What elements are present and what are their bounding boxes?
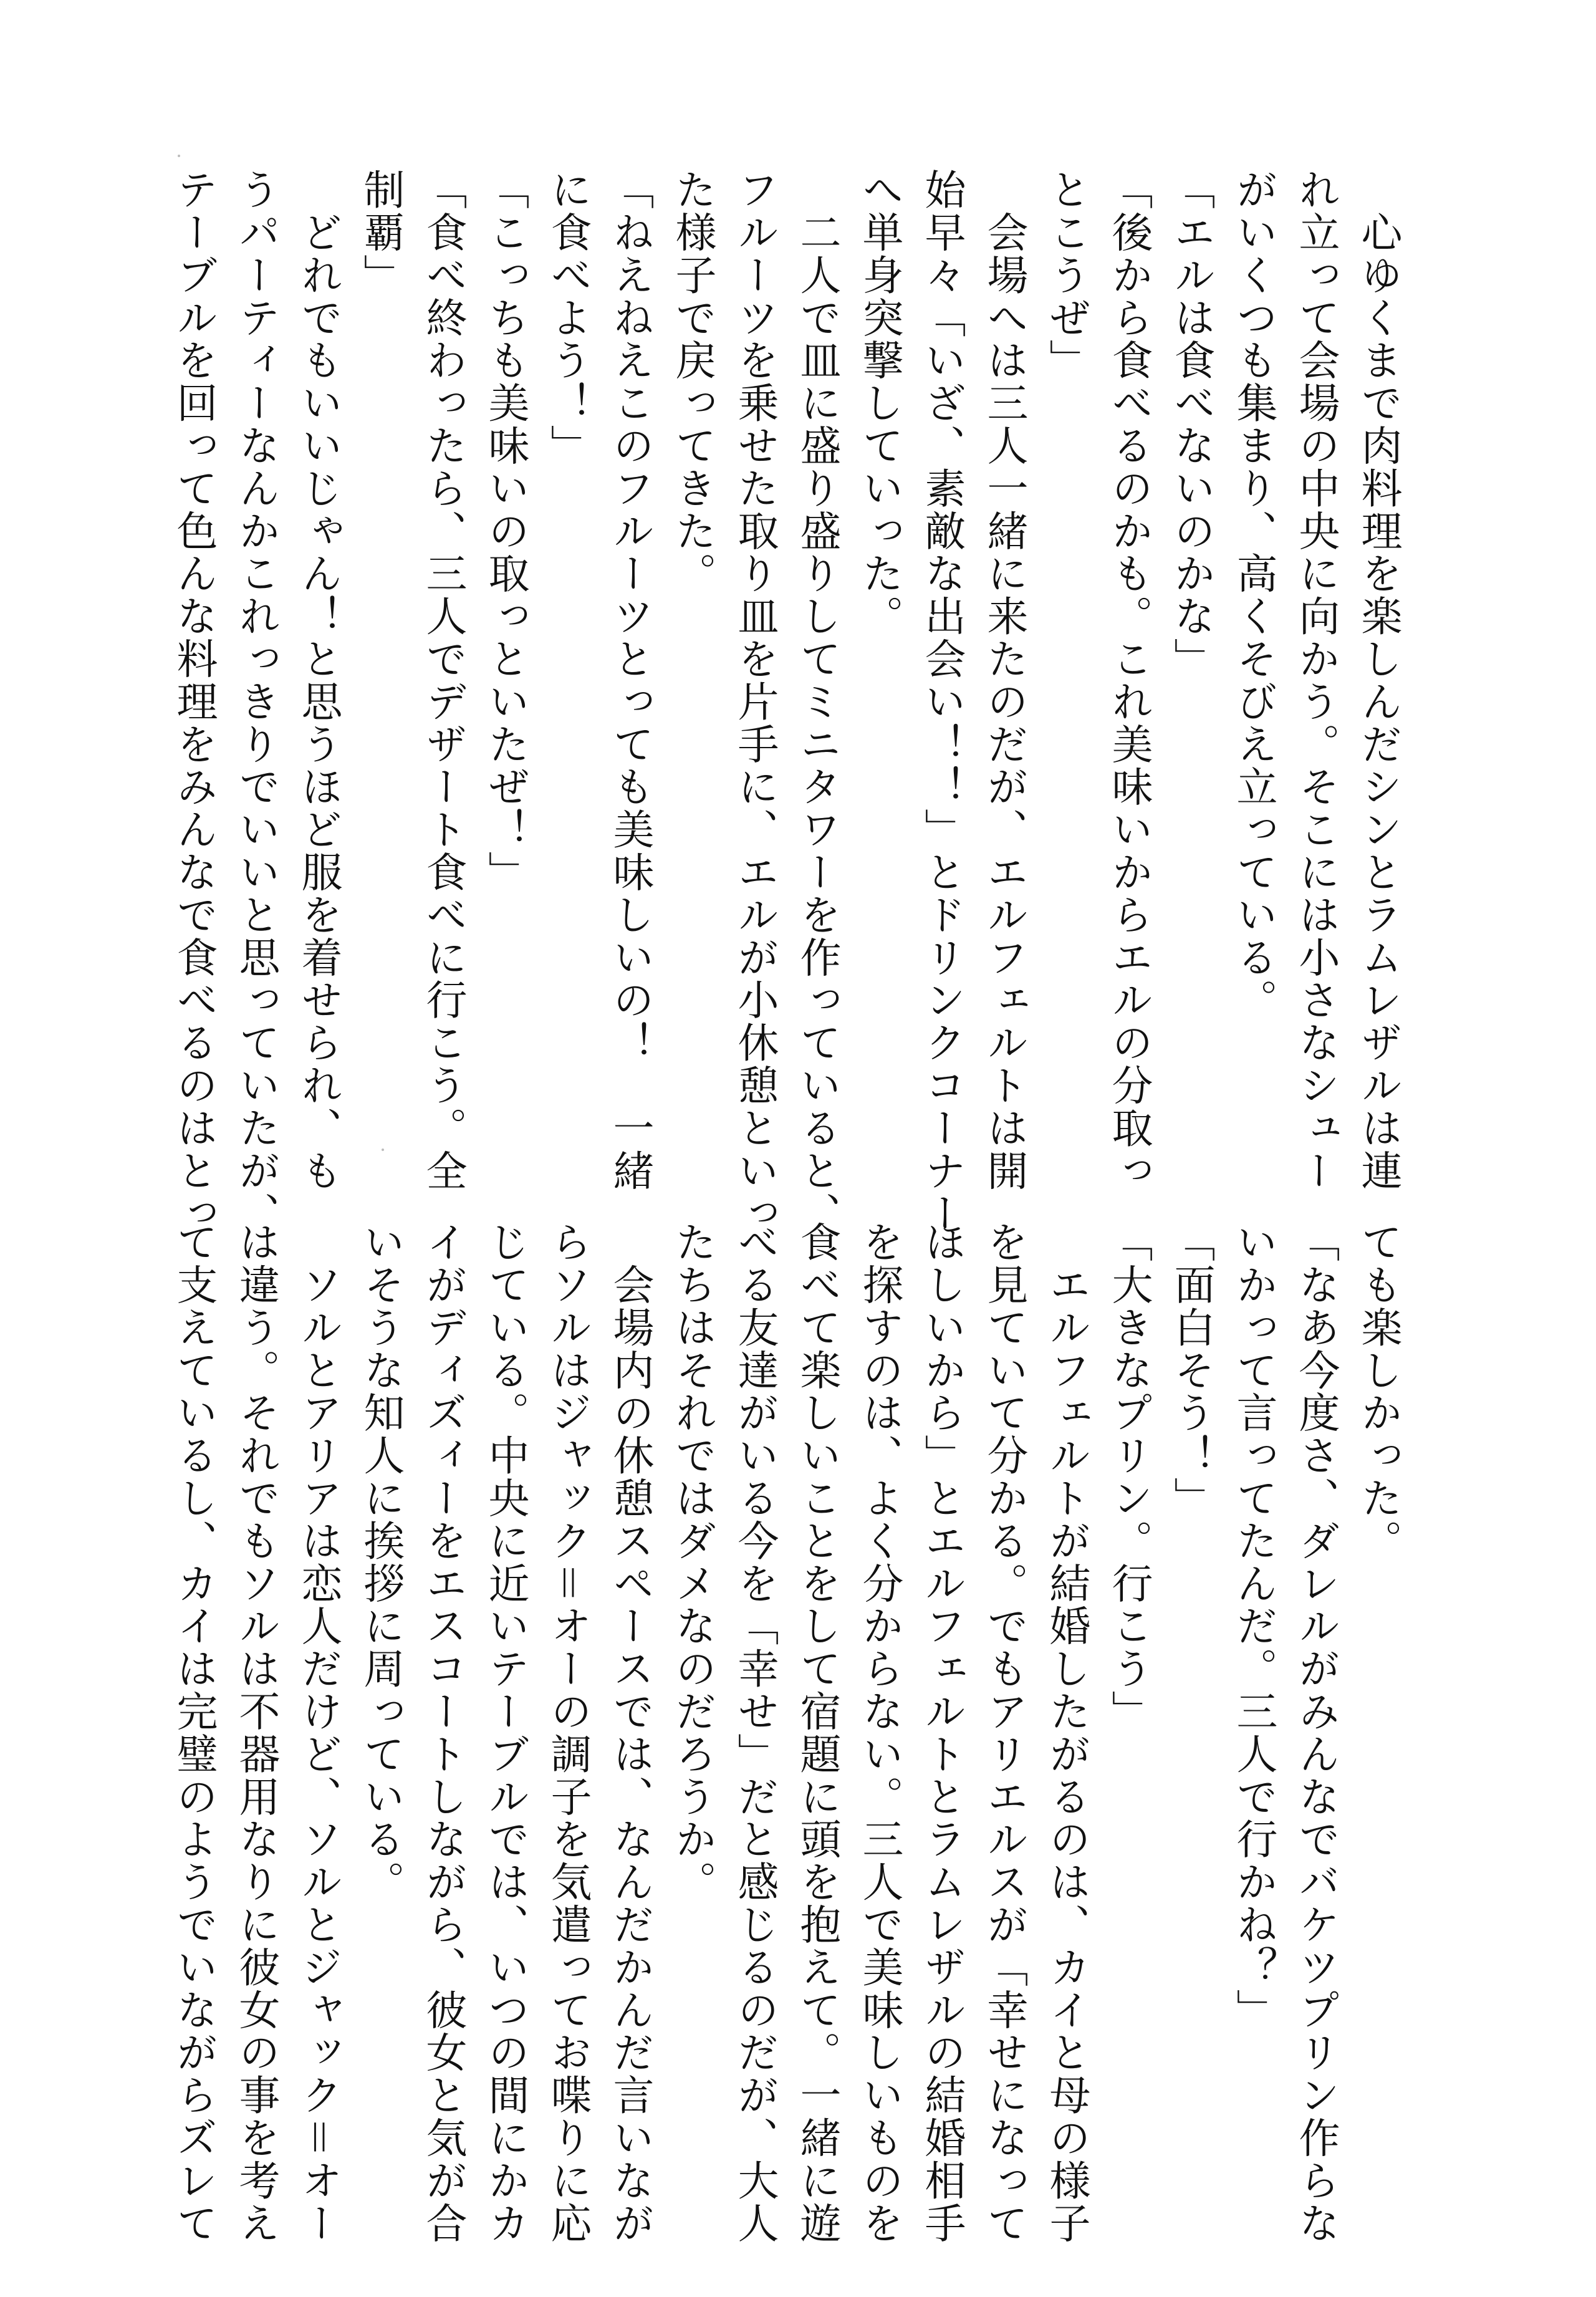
upper-text-block <box>170 168 1409 1235</box>
text-line: 「こっちも美味いの取っといたぜ！」 <box>481 168 529 893</box>
text-line: に食べよう！」 <box>544 168 592 467</box>
text-line: べる友達がいる今を「幸せ」だと感じるのだが、大人 <box>731 1221 779 2245</box>
text-line: て支えているし、カイは完璧のようでいながらズレて <box>170 1221 218 2245</box>
text-line: は違う。それでもソルは不器用なりに彼女の事を考え <box>232 1221 280 2245</box>
text-line: 会場内の休憩スペースでは、なんだかんだ言いなが <box>606 1221 654 2245</box>
text-line: を見ていて分かる。でもアリエルスが「幸せになって <box>980 1221 1028 2245</box>
text-line: いかって言ってたんだ。三人で行かね？」 <box>1229 1221 1277 2031</box>
text-line: らソルはジャック＝オーの調子を気遣ってお喋りに応 <box>544 1221 592 2245</box>
text-line: ほしいから」とエルフェルトとラムレザルの結婚相手 <box>918 1221 966 2245</box>
text-line: じている。中央に近いテーブルでは、いつの間にかカ <box>481 1221 529 2245</box>
text-line: イがディズィーをエスコートしながら、彼女と気が合 <box>419 1221 467 2245</box>
paper-speck <box>178 155 180 157</box>
text-line: 食べて楽しいことをして宿題に頭を抱えて。一緒に遊 <box>793 1221 841 2245</box>
text-line: へ単身突撃していった。 <box>855 168 903 638</box>
text-line: フルーツを乗せた取り皿を片手に、エルが小休憩といっ <box>731 168 779 1235</box>
text-line: 心ゆくまで肉料理を楽しんだシンとラムレザルは連 <box>1354 168 1402 1192</box>
text-line: 会場へは三人一緒に来たのだが、エルフェルトは開 <box>980 168 1028 1192</box>
text-line: エルフェルトが結婚したがるのは、カイと母の様子 <box>1042 1221 1090 2245</box>
text-line: 「面白そう！」 <box>1167 1221 1215 1519</box>
text-line: テーブルを回って色んな料理をみんなで食べるのはとっ <box>170 168 218 1235</box>
text-line: 制覇」 <box>357 168 405 297</box>
text-line: 「後から食べるのかも。これ美味いからエルの分取っ <box>1105 168 1153 1192</box>
text-line: とこうぜ」 <box>1042 168 1090 382</box>
text-line: 「大きなプリン。行こう」 <box>1105 1221 1153 1733</box>
text-line: 「なあ今度さ、ダレルがみんなでバケツプリン作らな <box>1292 1221 1340 2245</box>
text-line: 「ねえねえこのフルーツとっても美味しいの！ 一緒 <box>606 168 654 1192</box>
text-line: を探すのは、よく分からない。三人で美味しいものを <box>855 1221 903 2245</box>
text-line: たちはそれではダメなのだろうか。 <box>668 1221 716 1904</box>
text-line: 「食べ終わったら、三人でデザート食べに行こう。全 <box>419 168 467 1192</box>
lower-text-block <box>170 1221 1409 2245</box>
paper-speck <box>382 1148 384 1151</box>
text-line: れ立って会場の中央に向かう。そこには小さなシュー <box>1292 168 1340 1192</box>
text-line: ソルとアリアは恋人だけど、ソルとジャック＝オー <box>294 1221 342 2245</box>
text-line: 始早々「いざ、素敵な出会い！！」とドリンクコーナー <box>918 168 966 1235</box>
text-line: 二人で皿に盛り盛りしてミニタワーを作っていると、 <box>793 168 841 1235</box>
text-line: うパーティーなんかこれっきりでいいと思っていたが、 <box>232 168 280 1235</box>
text-line: 「エルは食べないのかな」 <box>1167 168 1215 680</box>
text-line: た様子で戻ってきた。 <box>668 168 716 595</box>
text-line: いそうな知人に挨拶に周っている。 <box>357 1221 405 1904</box>
text-line: どれでもいいじゃん！と思うほど服を着せられ、も <box>294 168 342 1192</box>
text-line: がいくつも集まり、高くそびえ立っている。 <box>1229 168 1277 1021</box>
text-line: ても楽しかった。 <box>1354 1221 1402 1563</box>
